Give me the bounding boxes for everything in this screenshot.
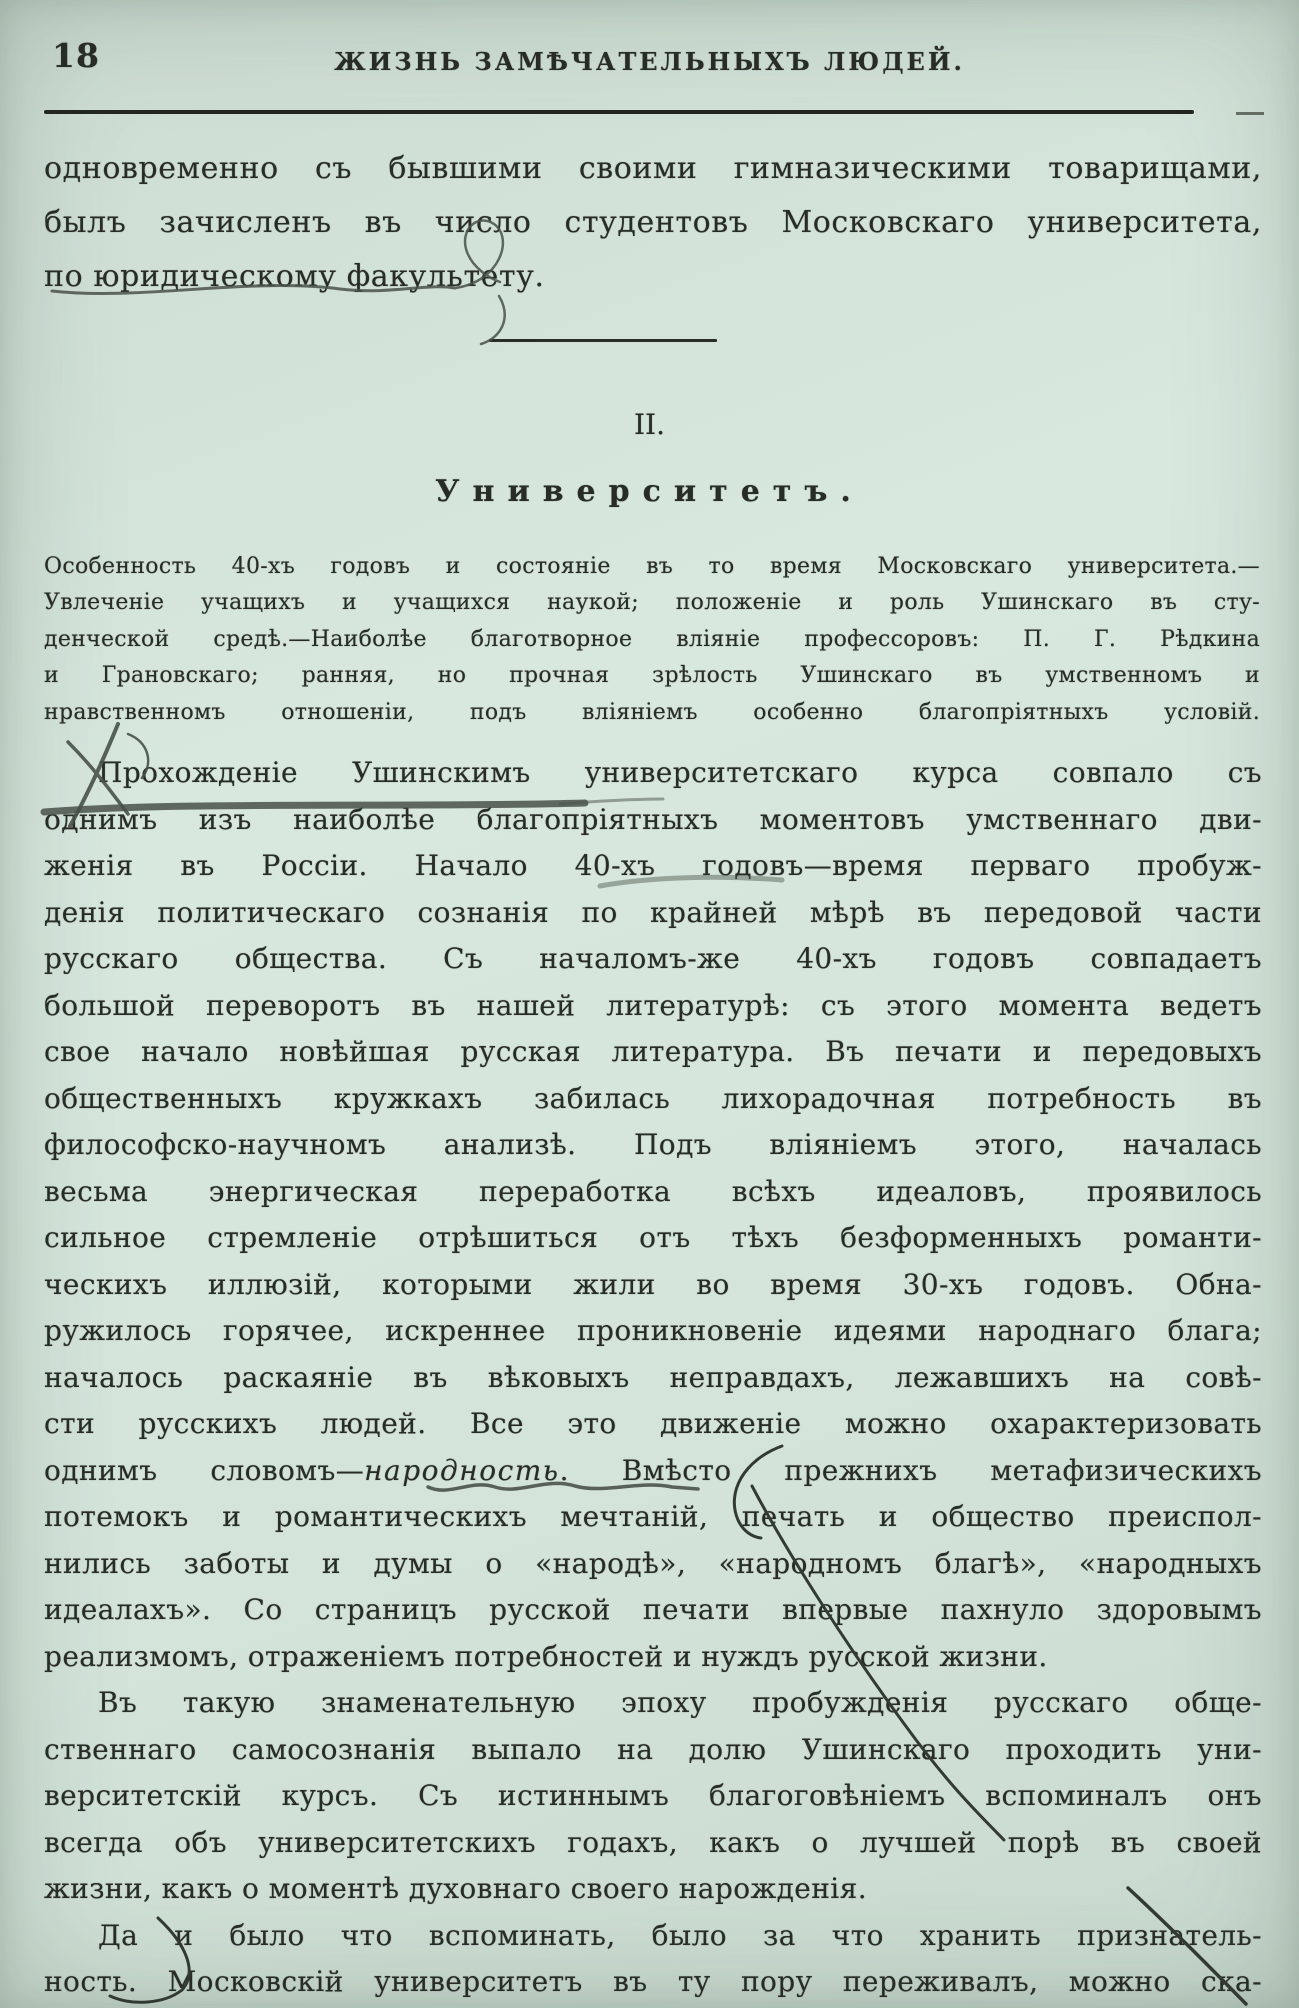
section-title: Университетъ. bbox=[435, 474, 864, 509]
text-line: денія политическаго сознанія по крайней мѣрѣ въ передовой части bbox=[44, 895, 1262, 929]
line-pre: однимъ словомъ— bbox=[44, 1453, 365, 1487]
text-line: ружилось горячее, искреннее проникновеніе идеями народнаго блага; bbox=[44, 1314, 1262, 1347]
text-line: денческой средѣ.—Наиболѣе благотворное вліяніе профессоровъ: П. Г. Рѣдкина bbox=[44, 626, 1260, 652]
text-line: верситетскій курсъ. Съ истиннымъ благоговѣніемъ вспоминалъ онъ bbox=[44, 1779, 1262, 1812]
text-line: идеалахъ». Со страницъ русской печати впервые пахнуло здоровымъ bbox=[44, 1593, 1262, 1626]
text-line: свое начало новѣйшая русская литература. Въ печати и передовыхъ bbox=[44, 1035, 1262, 1068]
text-line: нравственномъ отношеніи, подъ вліяніемъ особенно благопріятныхъ условій. bbox=[44, 699, 1260, 725]
text-line: былъ зачисленъ въ число студентовъ Московскаго университета, bbox=[44, 205, 1262, 240]
text-line: общественныхъ кружкахъ забилась лихорадочная потребность въ bbox=[44, 1081, 1262, 1115]
text-line: весьма энергическая переработка всѣхъ идеаловъ, проявилось bbox=[44, 1174, 1262, 1208]
text-line: русскаго общества. Съ началомъ-же 40-хъ годовъ совпадаетъ bbox=[44, 942, 1262, 975]
text-line: Прохожденіе Ушинскимъ университетскаго курса совпало съ bbox=[98, 756, 1262, 789]
body-text bbox=[44, 750, 1262, 2006]
text-line: большой переворотъ въ нашей литературѣ: съ этого момента ведетъ bbox=[44, 988, 1262, 1022]
text-line: ность. Московскій университетъ въ ту пору переживалъ, можно ска- bbox=[44, 1965, 1262, 1998]
text-line: по юридическому факультету. bbox=[44, 259, 545, 294]
text-line: сти русскихъ людей. Все это движеніе можно охарактеризовать bbox=[44, 1407, 1262, 1440]
text-line: женія въ Россіи. Начало 40-хъ годовъ—время перваго пробуж- bbox=[44, 849, 1262, 882]
running-header: ЖИЗНЬ ЗАМѢЧАТЕЛЬНЫХЪ ЛЮДЕЙ. bbox=[334, 47, 965, 76]
text-line: Особенность 40-хъ годовъ и состояніе въ то время Московскаго университета.— bbox=[44, 554, 1260, 579]
text-line: жизни, какъ о моментѣ духовнаго своего нарожденія. bbox=[44, 1872, 868, 1905]
text-line: сильное стремленіе отрѣшиться отъ тѣхъ безформенныхъ романти- bbox=[44, 1221, 1262, 1254]
text-line: нились заботы и думы о «народѣ», «народномъ благѣ», «народныхъ bbox=[44, 1546, 1262, 1580]
text-line: реализмомъ, отраженіемъ потребностей и нуждъ русской жизни. bbox=[44, 1639, 1048, 1673]
text-line-narodnost bbox=[44, 1448, 1262, 1495]
line-post: . Вмѣсто прежнихъ метафизическихъ bbox=[559, 1453, 1262, 1487]
text-line: ственнаго самосознанія выпало на долю Ушинскаго проходить уни- bbox=[44, 1732, 1262, 1766]
section-summary bbox=[44, 549, 1260, 731]
intro-paragraph bbox=[44, 142, 1262, 304]
text-line: философско-научномъ анализѣ. Подъ вліяніемъ этого, началась bbox=[44, 1128, 1262, 1161]
text-line: и Грановскаго; ранняя, но прочная зрѣлость Ушинскаго въ умственномъ и bbox=[44, 663, 1260, 689]
text-line: всегда объ университетскихъ годахъ, какъ о лучшей порѣ въ своей bbox=[44, 1825, 1262, 1859]
emphasized-word: народность bbox=[364, 1453, 560, 1487]
text-line: началось раскаяніе въ вѣковыхъ неправдахъ, лежавшихъ на совѣ- bbox=[44, 1360, 1262, 1394]
section-divider-rule bbox=[489, 339, 717, 342]
text-line: потемокъ и романтическихъ мечтаній, печать и общество преиспол- bbox=[44, 1500, 1262, 1533]
text-line: однимъ изъ наиболѣе благопріятныхъ моментовъ умственнаго дви- bbox=[44, 802, 1262, 836]
header-rule-fragment bbox=[1236, 112, 1264, 115]
header-rule bbox=[44, 110, 1194, 114]
text-line: одновременно съ бывшими своими гимназическими товарищами, bbox=[44, 151, 1262, 186]
text-line: ческихъ иллюзій, которыми жили во время 30-хъ годовъ. Обна- bbox=[44, 1267, 1262, 1301]
text-line: Въ такую знаменательную эпоху пробужденія русскаго обще- bbox=[98, 1686, 1262, 1719]
page-number: 18 bbox=[52, 36, 100, 75]
text-line: Да и было что вспоминать, было за что хранить признатель- bbox=[98, 1918, 1262, 1952]
section-number: II. bbox=[633, 408, 666, 441]
text-line: Увлеченіе учащихъ и учащихся наукой; положеніе и роль Ушинскаго въ сту- bbox=[44, 590, 1260, 616]
